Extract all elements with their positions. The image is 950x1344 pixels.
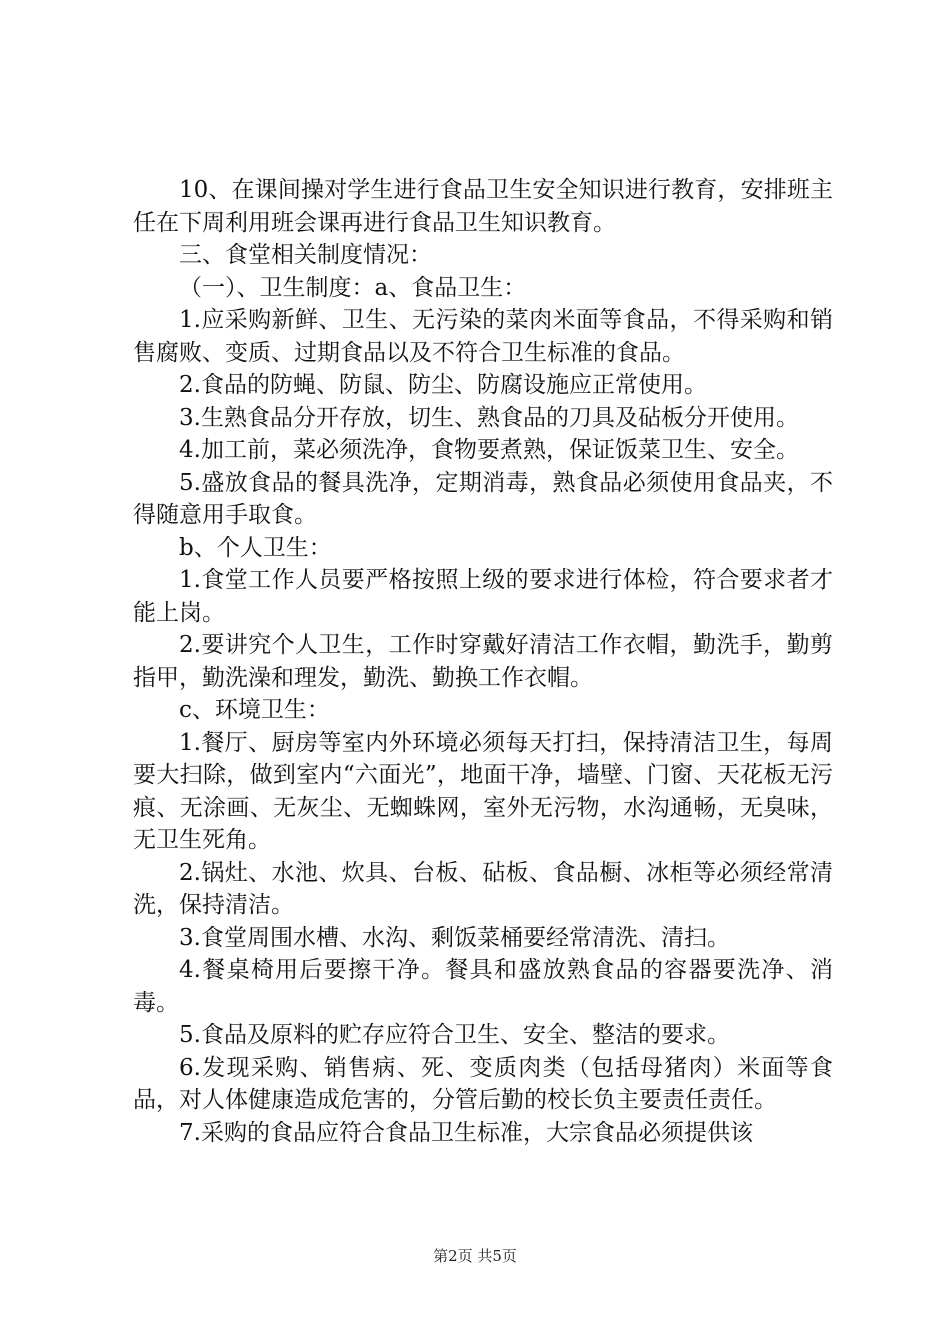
- paragraph: 7.采购的食品应符合食品卫生标准，大宗食品必须提供该: [179, 1119, 753, 1146]
- paragraph: 3.生熟食品分开存放，切生、熟食品的刀具及砧板分开使用。: [179, 404, 799, 431]
- paragraph: 4.餐桌椅用后要擦干净。餐具和盛放熟食品的容器要洗净、消毒。: [133, 957, 833, 1016]
- paragraph: 3.食堂周围水槽、水沟、剩饭菜桶要经常清洗、清扫。: [179, 924, 730, 951]
- paragraph: 5.盛放食品的餐具洗净，定期消毒，熟食品必须使用食品夹，不得随意用手取食。: [133, 469, 833, 528]
- paragraph: 10、在课间操对学生进行食品卫生安全知识进行教育，安排班主任在下周利用班会课再进行食品卫生知识教育。: [133, 177, 833, 236]
- document-body: [133, 174, 833, 1149]
- paragraph: 2.要讲究个人卫生，工作时穿戴好清洁工作衣帽，勤洗手，勤剪指甲，勤洗澡和理发，勤洗、勤换工作衣帽。: [133, 632, 833, 691]
- paragraph: c、环境卫生：: [179, 697, 330, 723]
- paragraph: 三、食堂相关制度情况：: [179, 242, 432, 268]
- paragraph: 1.食堂工作人员要严格按照上级的要求进行体检，符合要求者才能上岗。: [133, 567, 833, 626]
- paragraph: 6.发现采购、销售病、死、变质肉类（包括母猪肉）米面等食品，对人体健康造成危害的，分管后勤的校长负主要责任责任。: [133, 1054, 833, 1113]
- page-number-footer: 第2页 共5页: [433, 1247, 517, 1265]
- paragraph: （一）、卫生制度：a、食品卫生：: [179, 274, 527, 301]
- paragraph: 1.餐厅、厨房等室内外环境必须每天打扫，保持清洁卫生，每周要大扫除，做到室内“六面光”，地面干净，墙壁、门窗、天花板无污痕、无涂画、无灰尘、无蜘蛛网，室外无污物，水沟通畅，无臭味，无卫生死角。: [133, 729, 833, 853]
- paragraph: 2.食品的防蝇、防鼠、防尘、防腐设施应正常使用。: [179, 372, 707, 398]
- paragraph: b、个人卫生：: [179, 534, 332, 561]
- paragraph: 1.应采购新鲜、卫生、无污染的菜肉米面等食品，不得采购和销售腐败、变质、过期食品以及不符合卫生标准的食品。: [133, 307, 833, 366]
- paragraph: 4.加工前，菜必须洗净，食物要煮熟，保证饭菜卫生、安全。: [179, 437, 799, 463]
- paragraph: 5.食品及原料的贮存应符合卫生、安全、整洁的要求。: [179, 1022, 730, 1048]
- paragraph: 2.锅灶、水池、炊具、台板、砧板、食品橱、冰柜等必须经常清洗，保持清洁。: [133, 859, 833, 918]
